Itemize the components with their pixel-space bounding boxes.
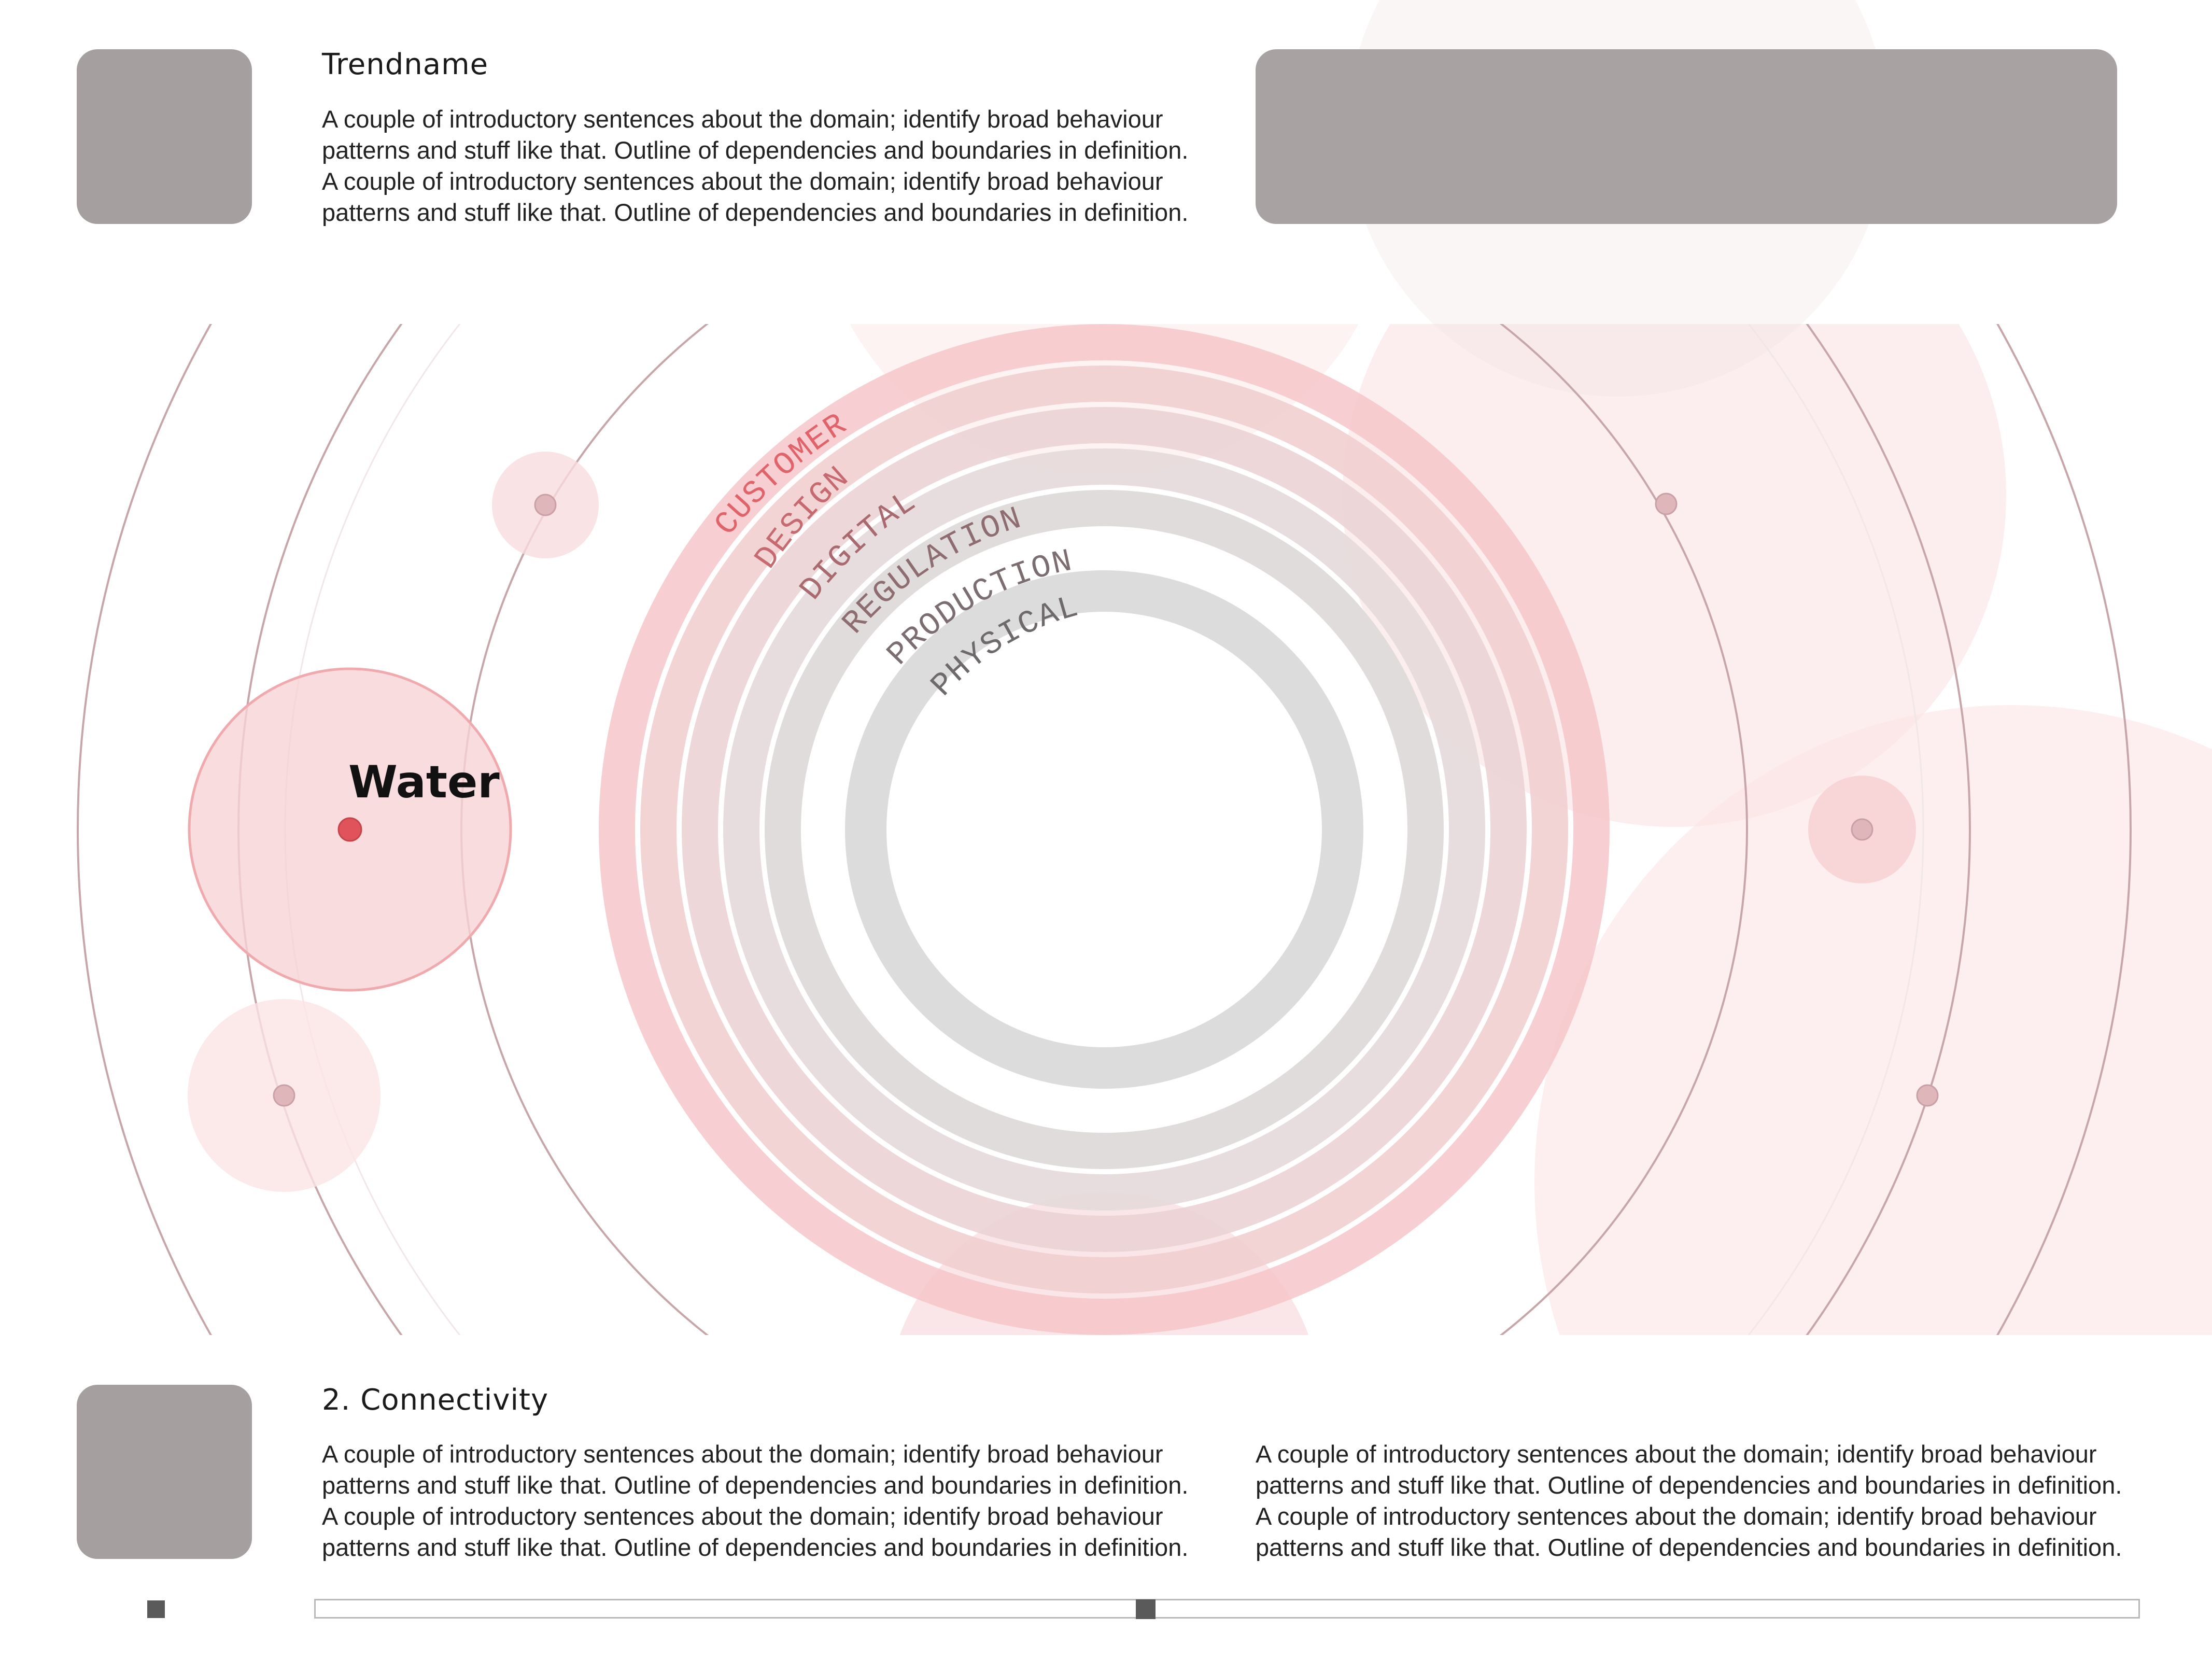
header-paragraph: A couple of introductory sentences about the domain; identify broad behaviour patterns and stuff like that. Outline of dependencies and boundaries in definition. A couple of introductory sentences about the domain; identify broad behaviour patterns and stuff like that. Outline of dependencies and boundaries in definition. [322, 105, 1189, 226]
header-banner [1256, 49, 2117, 224]
footer-paragraph-right: A couple of introductory sentences about the domain; identify broad behaviour patterns and stuff like that. Outline of dependencies and boundaries in definition. A couple of introductory sentences about the domain; identify broad behaviour patterns and stuff like that. Outline of dependencies and boundaries in definition. [1256, 1440, 2122, 1561]
header-title: Trendname [322, 48, 489, 81]
page-indicator[interactable] [147, 1600, 165, 1618]
ring-label-design: DESIGN [748, 459, 857, 576]
footer-thumbnail [77, 1385, 252, 1559]
footer-paragraph-left: A couple of introductory sentences about the domain; identify broad behaviour patterns and stuff like that. Outline of dependencies and boundaries in definition. A couple of introductory sentences about the domain; identify broad behaviour patterns and stuff like that. Outline of dependencies and boundaries in definition. [322, 1440, 1189, 1561]
ring-label-physical: PHYSICAL [924, 588, 1083, 704]
timeline-slider-track[interactable] [314, 1599, 2140, 1619]
ring-physical [866, 591, 1343, 1068]
ring-label-production: PRODUCTION [880, 542, 1076, 673]
background-circles [285, 0, 2212, 1659]
timeline-slider-handle[interactable] [1136, 1599, 1156, 1619]
ring-label-digital: DIGITAL [793, 483, 923, 608]
trend-node[interactable] [1656, 494, 1676, 514]
selected-node-label: Water [348, 756, 500, 808]
selected-node-dot[interactable] [339, 818, 361, 841]
trend-node[interactable] [1917, 1085, 1938, 1106]
trend-node[interactable] [188, 999, 381, 1192]
footer-title: 2. Connectivity [322, 1383, 549, 1417]
trend-node[interactable] [1808, 776, 1916, 883]
ring-digital [700, 425, 1509, 1234]
ring-label-customer: CUSTOMER [707, 405, 854, 543]
ring-label-regulation: REGULATION [835, 500, 1027, 642]
trend-node-selected[interactable] [189, 669, 511, 990]
header-thumbnail [77, 49, 252, 224]
trend-node[interactable] [492, 452, 599, 558]
